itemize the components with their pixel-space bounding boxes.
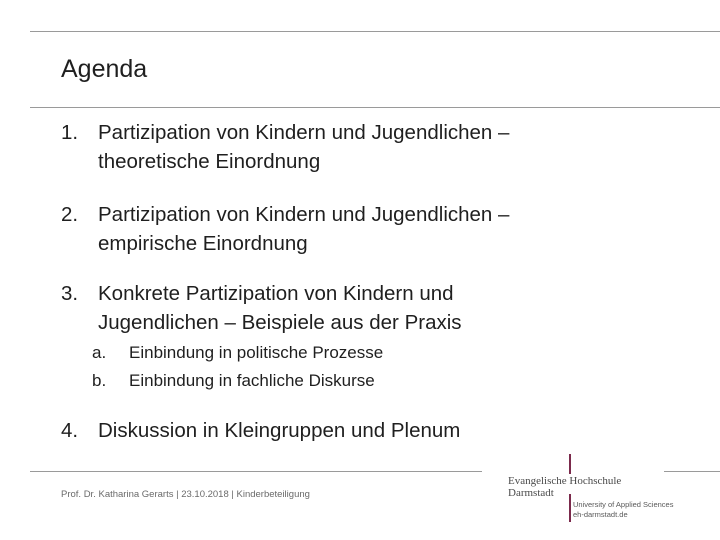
agenda-item-text: Konkrete Partizipation von Kindern und Jugendlichen – Beispiele aus der Praxis — [98, 282, 462, 334]
slide-title: Agenda — [61, 55, 148, 83]
agenda-item-text: Diskussion in Kleingruppen und Plenum — [98, 419, 461, 442]
agenda-item-text: Partizipation von Kindern und Jugendlichen – theoretische Einordnung — [98, 121, 510, 173]
footer-rule-left — [30, 471, 482, 472]
agenda-item-number: 3. — [61, 282, 79, 305]
agenda-item-1 — [61, 118, 509, 176]
logo-accent-bar-bottom — [569, 494, 571, 522]
agenda-subitem-a — [92, 339, 383, 367]
agenda-item-number: 2. — [61, 203, 79, 226]
agenda-subitem-text: Einbindung in politische Prozesse — [129, 343, 384, 362]
logo-name: Evangelische Hochschule — [508, 475, 622, 487]
agenda-subitem-letter: b. — [92, 371, 107, 390]
agenda-subitem-b — [92, 367, 383, 395]
title-rule — [30, 107, 720, 108]
agenda-item-text: Partizipation von Kindern und Jugendlichen – empirische Einordnung — [98, 203, 510, 255]
agenda-item-4 — [61, 416, 460, 445]
logo-website: eh-darmstadt.de — [573, 510, 628, 519]
agenda-item-3 — [61, 279, 462, 337]
university-logo — [508, 454, 688, 524]
agenda-item-2 — [61, 200, 509, 258]
logo-city: Darmstadt — [508, 487, 554, 499]
agenda-subitem-text: Einbindung in fachliche Diskurse — [129, 371, 375, 390]
logo-accent-bar-top — [569, 454, 571, 474]
agenda-item-number: 4. — [61, 419, 79, 442]
agenda-sublist — [92, 339, 383, 395]
logo-subtitle: University of Applied Sciences — [573, 500, 674, 509]
top-rule — [30, 31, 720, 32]
agenda-item-number: 1. — [61, 121, 79, 144]
agenda-subitem-letter: a. — [92, 343, 107, 362]
footer-text: Prof. Dr. Katharina Gerarts | 23.10.2018 | Kinderbeteiligung — [61, 489, 310, 500]
